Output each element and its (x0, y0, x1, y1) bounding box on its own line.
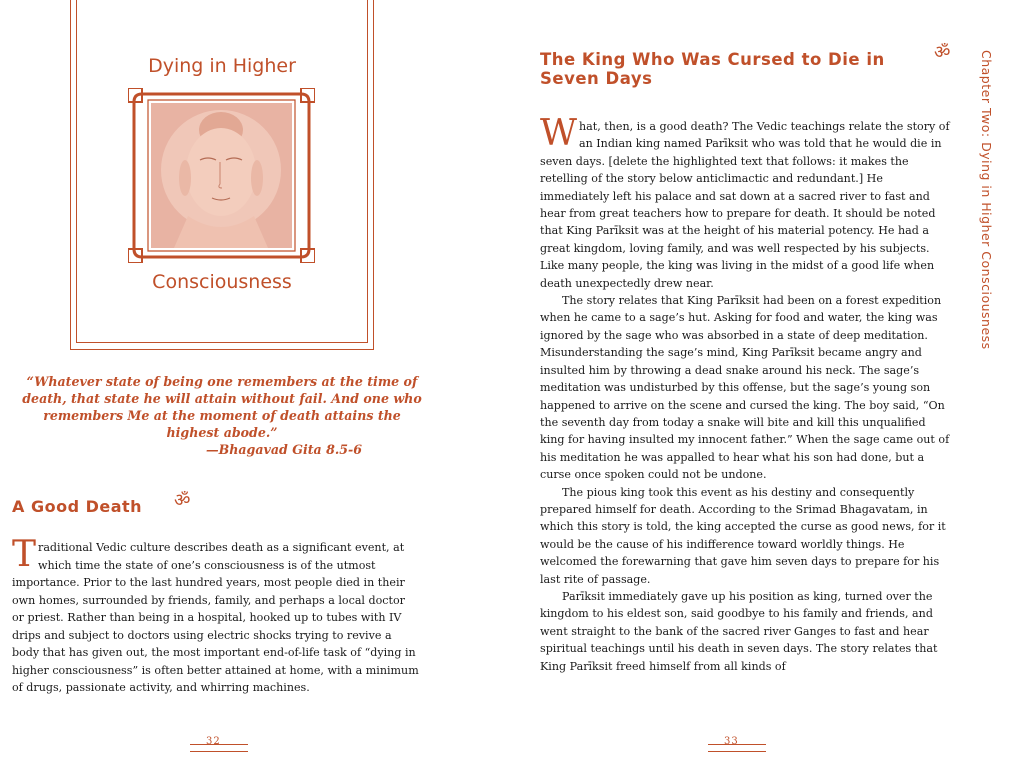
section-heading-king: The King Who Was Cursed to Die in Seven Days (540, 50, 885, 88)
epigraph-quote (22, 373, 422, 458)
page-number-left: 32 (206, 736, 221, 747)
paragraph: raditional Vedic culture describes death as a significant event, at which time the state of one’s consciousness is of the utmost importance. Prior to the last hundred years, most people died in their own homes, surrounded by friends, family, and perhaps a local doctor or priest. Rather than being in a hospital, hooked up to tubes with IV drips and subject to doctors using electric shocks trying to revive a body that has given out, the most important end-of-life task of “dying in higher consciousness” is often better attained at home, with a minimum of drugs, passionate activity, and whirring machines. (12, 541, 419, 694)
body-text-left (12, 534, 420, 697)
quote-source: —Bhagavad Gita 8.5-6 (206, 442, 362, 457)
buddha-image (128, 88, 315, 263)
running-header: Chapter Two: Dying in Higher Consciousness (979, 50, 994, 350)
chapter-title-line1: Dying in Higher (148, 55, 296, 77)
paragraph: hat, then, is a good death? The Vedic teachings relate the story of an Indian king named Parīksit who was told that he would die in seven days. [delete the highlighted text that follows: it makes the retelling of the story below anticlimactic and redundant.] He immediately left his palace and sat down at a sacred river to fast and hear from great teachers how to prepare for death. It should be noted that King Parīksit was at the height of his material potency. He had a great kingdom, loving family, and was well respected by his subjects. Like many people, the king was living in the midst of a good life when death unexpectedly drew near. (540, 120, 950, 290)
section-heading-good-death: A Good Death (12, 497, 143, 516)
paragraph: The story relates that King Parīksit had been on a forest expedition when he came to a sage’s hut. Asking for food and water, the king was ignored by the sage who was absorbed in a state of deep meditation. Misunderstanding the sage’s mind, King Parīksit became angry and insulted him by throwing a dead snake around his neck. The sage’s meditation was undisturbed by this offense, but the sage’s young son happened to arrive on the scene and cursed the king. The boy said, “On the seventh day from today a snake will bite and kill this unqualified king for having insulted my innocent father.” When the sage came out of his meditation he was appalled to hear what his son had done, but a curse once spoken could not be undone. (540, 294, 950, 482)
page-number-right: 33 (724, 736, 739, 747)
body-text-right (540, 113, 953, 675)
om-icon: ॐ (174, 490, 191, 511)
chapter-title-line2: Consciousness (152, 271, 292, 293)
drop-cap: T (12, 534, 37, 575)
paragraph: The pious king took this event as his destiny and consequently prepared himself for death. According to the Srimad Bhagavatam, in which this story is told, the king accepted the curse as good news, for it would be the cause of his indifference toward worldly things. He welcomed the forewarning that gave him seven days to prepare for his last rite of passage. (540, 485, 946, 586)
quote-text: “Whatever state of being one remembers at the time of death, that state he will attain without fail. And one who remembers Me at the moment of death attains the highest abode.” (22, 374, 422, 440)
paragraph: Parīksit immediately gave up his position as king, turned over the kingdom to his eldest son, said goodbye to his family and friends, and went straight to the bank of the sacred river Ganges to fast and hear spiritual teachings until his death in seven days. The story relates that King Parīksit freed himself from all kinds of (540, 589, 938, 673)
om-icon: ॐ (934, 42, 951, 63)
drop-cap: W (540, 113, 578, 154)
